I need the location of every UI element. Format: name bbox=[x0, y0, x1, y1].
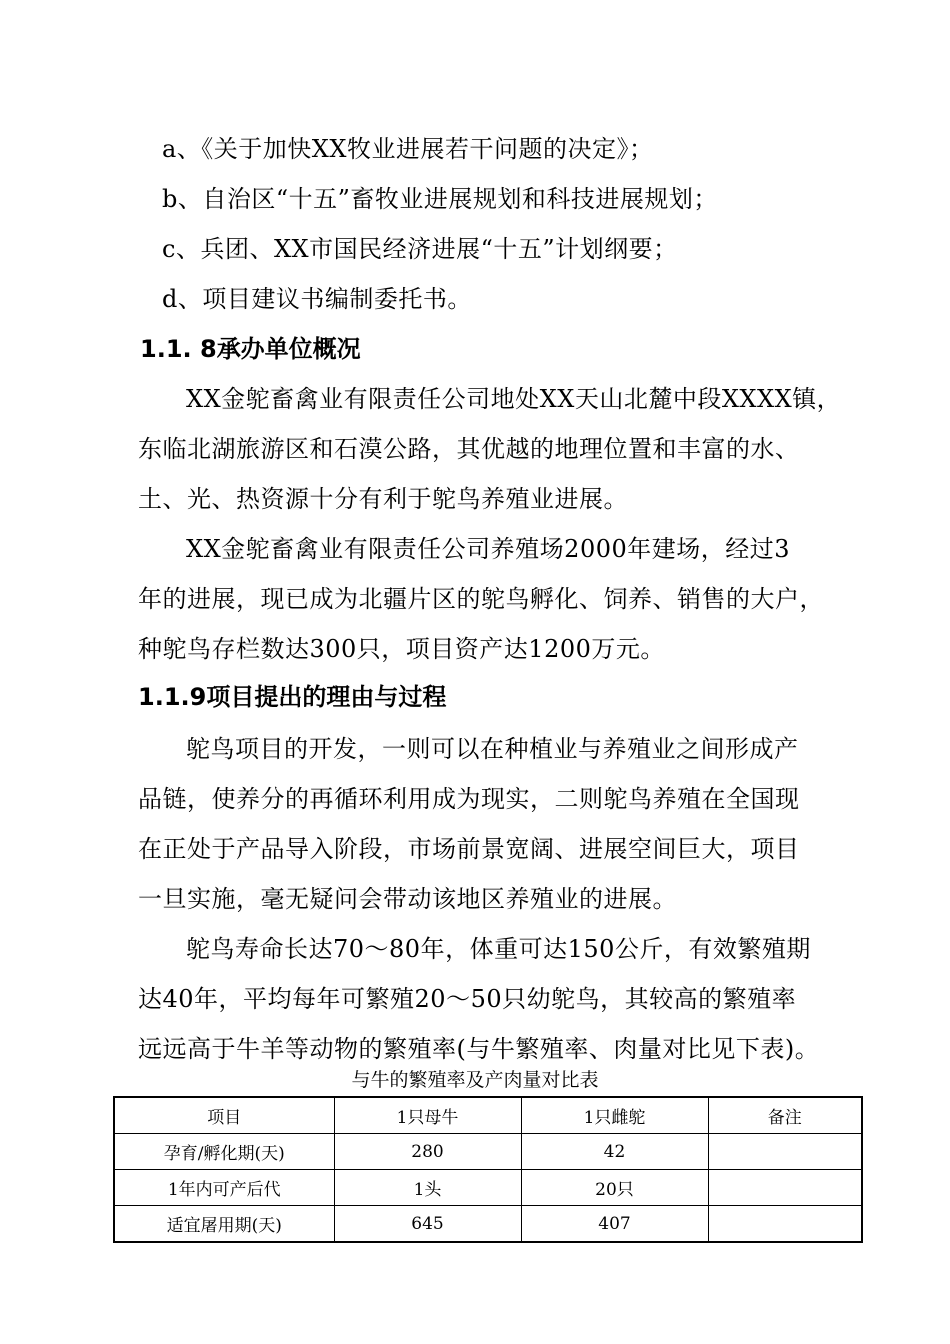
table-header-cell: 备注 bbox=[708, 1097, 862, 1134]
section-heading-1-1-8: 1.1. 8承办单位概况 bbox=[140, 335, 361, 363]
paragraph-line: 年的进展，现已成为北疆片区的鸵鸟孵化、饲养、销售的大户， bbox=[138, 585, 824, 613]
basis-item-d: d、项目建议书编制委托书。 bbox=[162, 285, 472, 313]
basis-item-b: b、自治区“十五”畜牧业进展规划和科技进展规划； bbox=[162, 185, 718, 213]
basis-item-a: a、《关于加快XX牧业进展若干问题的决定》； bbox=[162, 135, 654, 163]
table-header-cell: 1只雌鸵 bbox=[521, 1097, 708, 1134]
paragraph-line: 土、光、热资源十分有利于鸵鸟养殖业进展。 bbox=[138, 485, 628, 513]
table-cell: 280 bbox=[334, 1134, 521, 1170]
table-cell: 1年内可产后代 bbox=[114, 1170, 334, 1206]
comparison-table bbox=[113, 1096, 863, 1243]
paragraph-line: 东临北湖旅游区和石漠公路，其优越的地理位置和丰富的水、 bbox=[138, 435, 800, 463]
table-header-cell: 项目 bbox=[114, 1097, 334, 1134]
paragraph-line: 一旦实施，毫无疑问会带动该地区养殖业的进展。 bbox=[138, 885, 677, 913]
paragraph-line: XX金鸵畜禽业有限责任公司地处XX天山北麓中段XXXX镇， bbox=[186, 385, 842, 413]
table-cell: 645 bbox=[334, 1206, 521, 1243]
table-cell bbox=[708, 1134, 862, 1170]
table-caption: 与牛的繁殖率及产肉量对比表 bbox=[351, 1069, 599, 1091]
table-cell: 1头 bbox=[334, 1170, 521, 1206]
paragraph-line: 品链，使养分的再循环利用成为现实，二则鸵鸟养殖在全国现 bbox=[138, 785, 800, 813]
paragraph-line: 鸵鸟项目的开发，一则可以在种植业与养殖业之间形成产 bbox=[186, 735, 799, 763]
paragraph-line: 种鸵鸟存栏数达300只，项目资产达1200万元。 bbox=[138, 635, 665, 663]
table-cell: 42 bbox=[521, 1134, 708, 1170]
paragraph-line: 远远高于牛羊等动物的繁殖率(与牛繁殖率、肉量对比见下表)。 bbox=[138, 1035, 820, 1063]
table-row bbox=[114, 1134, 862, 1170]
section-heading-1-1-9: 1.1.9项目提出的理由与过程 bbox=[138, 683, 447, 711]
table-cell bbox=[708, 1170, 862, 1206]
paragraph-line: 达40年，平均每年可繁殖20～50只幼鸵鸟，其较高的繁殖率 bbox=[138, 985, 797, 1013]
table-cell bbox=[708, 1206, 862, 1243]
paragraph-line: 鸵鸟寿命长达70～80年，体重可达150公斤，有效繁殖期 bbox=[186, 935, 811, 963]
table-row bbox=[114, 1170, 862, 1206]
table-row bbox=[114, 1206, 862, 1243]
paragraph-line: 在正处于产品导入阶段，市场前景宽阔、进展空间巨大，项目 bbox=[138, 835, 800, 863]
table-cell: 适宜屠用期(天) bbox=[114, 1206, 334, 1243]
table-cell: 407 bbox=[521, 1206, 708, 1243]
basis-item-c: c、兵团、XX市国民经济进展“十五”计划纲要； bbox=[162, 235, 678, 263]
table-cell: 20只 bbox=[521, 1170, 708, 1206]
table-cell: 孕育/孵化期(天) bbox=[114, 1134, 334, 1170]
paragraph-line: XX金鸵畜禽业有限责任公司养殖场2000年建场，经过3 bbox=[186, 535, 791, 563]
table-header-cell: 1只母牛 bbox=[334, 1097, 521, 1134]
table-header-row bbox=[114, 1097, 862, 1134]
